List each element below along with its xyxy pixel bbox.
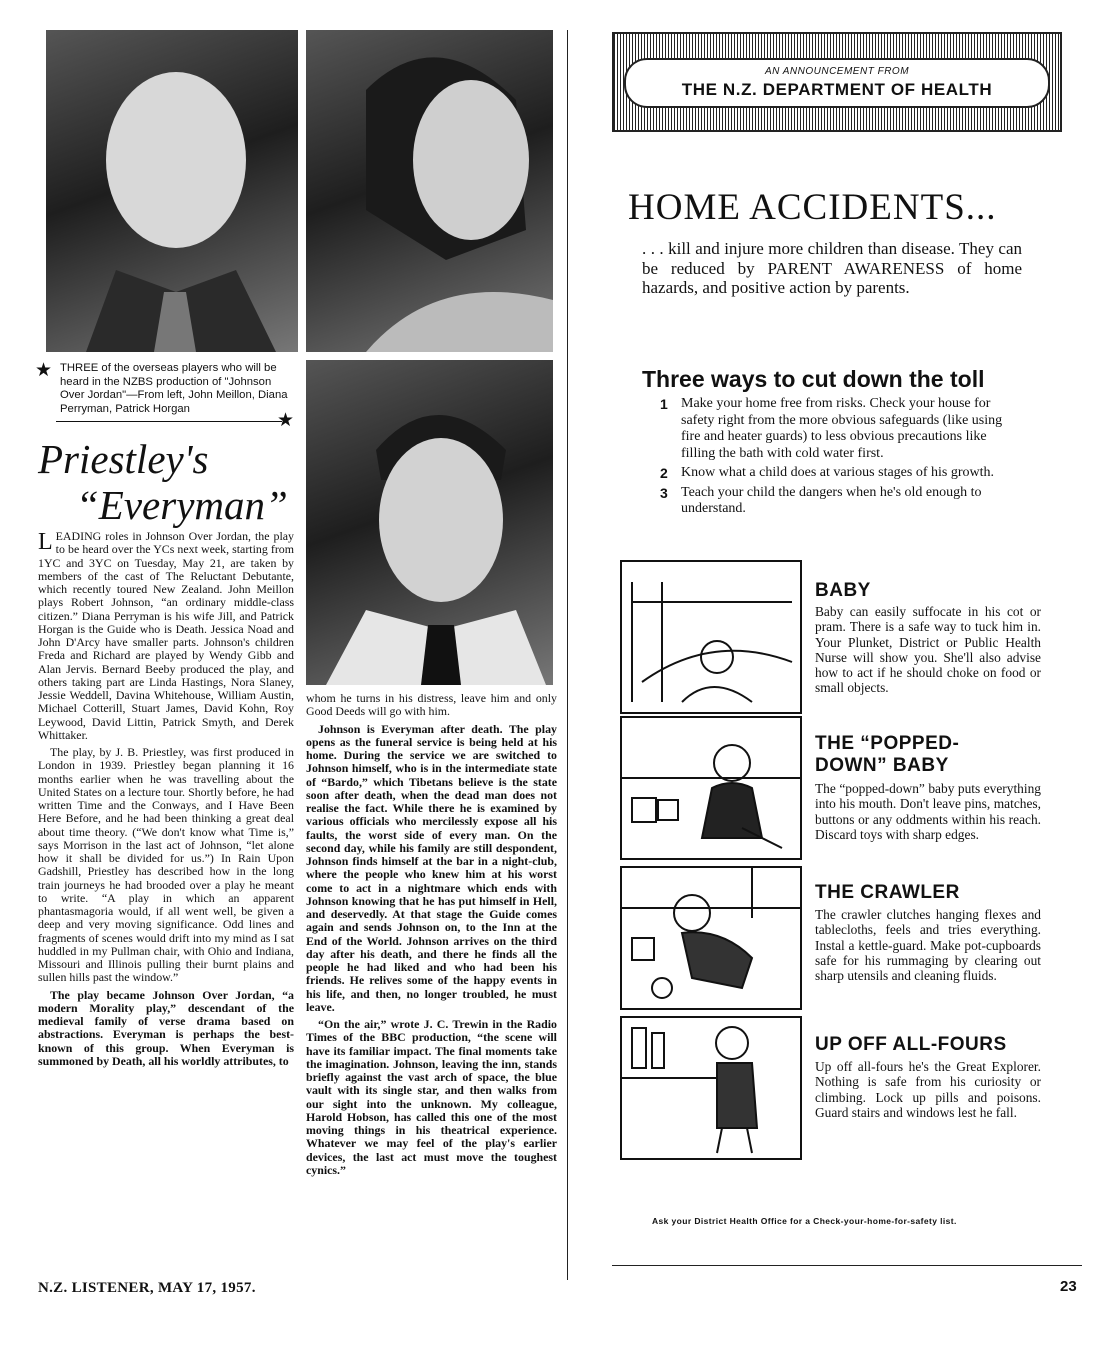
article-paragraph: The play, by J. B. Priestley, was first produced in London in 1939. Priestley began planning it 16 months earlier when he was travelling about the United States on a lecture tour. Shortly before, he had written Time and the Conways, and I Have Been Here Before, and he had been thinking a great deal about time theory. (“We don't know what Time is,” says Morrison in the last act of Johnson, “let alone how it shall be divided for us.”) In Rain Upon Gadshill, Priestley has described how in the long train journeys he had brooded over a play he meant to write. “A play in which an apparent phantasmagoria would, if all went well, be given a deep and very moving significance. Odd lines and fragments of scenes would drift into my mind as I sat huddled in my Pullman chair, with Ohio and Indiana, Missouri and Illinois pulling their burnt plains and sullen hills past the window.” xyxy=(38,745,294,985)
footer-rule xyxy=(612,1265,1082,1266)
illustration-popped-down-baby xyxy=(620,716,802,860)
ways-title: Three ways to cut down the toll xyxy=(642,366,985,392)
illustration-crawler xyxy=(620,866,802,1010)
article-paragraph: “On the air,” wrote J. C. Trewin in the Radio Times of the BBC production, “the scene will have its familiar impact. The final moments take the imagination. Johnson, leaving the inn, stands briefly against the vast arch of space, the blue vault with its single star, and then walks from our sight into the unknown. My colleague, Harold Hobson, has called this one of the most moving things in his theatrical experience. Whatever we may feel of the play's earlier devices, the last act must move the toughest cynics.” xyxy=(306,1017,557,1177)
article-headline: Priestley's “Everyman” xyxy=(38,436,288,528)
caption-text: THREE of the overseas players who will be heard in the NZBS production of "Johnson Over Jordan"—From left, John Meillon, Diana Perryman, Patrick Horgan xyxy=(60,362,288,415)
list-item: 2 Know what a child does at various stages of his growth. xyxy=(660,465,994,481)
drop-cap: L xyxy=(38,530,53,555)
article-paragraph: Johnson is Everyman after death. The play opens as the funeral service is being held at his home. During the service we are switched to Johnson himself, who is in the intermediate state of “Bardo,” which Tibetans believe is the state soon after death, when the dead man does not realise the fact. While there he is examined by various officials who mercilessly expose all his faults, the worst side of every man. On the second day, while his family are still despondent, Johnson finds himself at the bar in a night-club, where the people who knew him at his worst come to act in a nightmare which ends with Johnson knowing that he has put himself in Hell, and deservedly. At that stage the Guide comes again and sends Johnson on, to the Inn at the End of the World. Johnson arrives on the third day after his death, and there he finds all the people he had liked and who had been his friends. He relives some of the happy events in his life, and then, no longer troubled, he must leave. xyxy=(306,721,557,1014)
safety-list-note: Ask your District Health Office for a Check-your-home-for-safety list. xyxy=(652,1216,957,1226)
page-number: 23 xyxy=(1060,1278,1077,1295)
section-body-up-off-all-fours: Up off all-fours he's the Great Explorer. Nothing is safe from his curiosity or climbing. Lock up pills and poisons. Guard stairs and windows lest he fall. xyxy=(815,1059,1041,1120)
list-item: 1 Make your home free from risks. Check your house for safety right from the more obvious safeguards (like using fire and heater guards) to less obvious precautions like filling the bath with cold water first. xyxy=(660,396,1003,461)
star-icon: ★ xyxy=(35,360,53,381)
announcement-banner xyxy=(612,32,1062,132)
photo-john-meillon xyxy=(46,30,298,352)
article-paragraph: The play became Johnson Over Jordan, “a modern Morality play,” descendant of the medieval family of verse drama based on abstractions. Everyman is perhaps the best-known of this group. When Everyman is summoned by Death, all his worldly attributes, to xyxy=(38,987,294,1068)
section-body-crawler: The crawler clutches hanging flexes and tablecloths, feels and tries everything. Instal a kettle-guard. Make pot-cupboards safe for his rummaging by clearing out sharp utensils and cleaning fluids. xyxy=(815,907,1041,984)
ad-intro: . . . kill and injure more children than disease. They can be reduced by PARENT AWARENESS of home hazards, and positive action by parents. xyxy=(642,239,1022,297)
banner-title: THE N.Z. DEPARTMENT OF HEALTH xyxy=(681,80,993,99)
section-body-popped-down: The “popped-down” baby puts everything into his mouth. Don't leave pins, matches, buttons or any oddments within his reach. Discard toys with sharp edges. xyxy=(815,781,1041,842)
issue-footer: N.Z. LISTENER, MAY 17, 1957. xyxy=(38,1280,256,1296)
article-column-1 xyxy=(38,530,294,1268)
star-icon: ★ xyxy=(276,410,294,431)
photo-caption xyxy=(35,360,294,431)
article-paragraph: whom he turns in his distress, leave him and only Good Deeds will go with him. xyxy=(306,692,557,719)
section-title-popped-down: THE “POPPED-DOWN” BABY xyxy=(815,733,960,776)
article-paragraph: LEADING roles in Johnson Over Jordan, the play to be heard over the YCs next week, starting from 1YC and 3YC on Tuesday, May 21, are taken by members of the cast of The Reluctant Debutante, which recently toured New Zealand. John Meillon plays Robert Johnson, “an ordinary middle-class citizen.” Diana Perryman is his wife Jill, and Patrick Horgan is the Guide who is Death. Jessica Noad and John D'Arcy have smaller parts. Johnson's children Freda and Richard are played by Wendy Gibb and Alan Jervis. Bernard Beeby produced the play, and others taking part are Linda Hastings, Nora Slaney, Jessie Weddell, Davina Whitehouse, William Austin, Michael Cotterill, Stuart James, David Kohn, Roy Leywood, David Littin, Patrick Smyth, and Derek Whittaker. xyxy=(38,530,294,742)
section-title-baby: BABY xyxy=(815,580,871,601)
section-title-crawler: THE CRAWLER xyxy=(815,882,960,903)
section-title-up-off-all-fours: UP OFF ALL-FOURS xyxy=(815,1034,1007,1055)
section-body-baby: Baby can easily suffocate in his cot or pram. There is a safe way to tuck him in. Your Plunket, District or Public Health Nurse will show you. She'll also advise how to act if he should choke on food or small objects. xyxy=(815,604,1041,696)
photo-diana-perryman xyxy=(306,30,553,352)
list-item: 3 Teach your child the dangers when he's old enough to understand. xyxy=(660,484,982,516)
photo-patrick-horgan xyxy=(306,360,553,685)
column-divider xyxy=(567,30,568,1280)
ways-list xyxy=(660,396,1022,521)
ad-headline: HOME ACCIDENTS... xyxy=(628,187,997,228)
illustration-baby-cot xyxy=(620,560,802,714)
illustration-up-off-all-fours xyxy=(620,1016,802,1160)
article-column-2 xyxy=(306,692,557,1272)
banner-subtitle: AN ANNOUNCEMENT FROM xyxy=(764,66,910,77)
